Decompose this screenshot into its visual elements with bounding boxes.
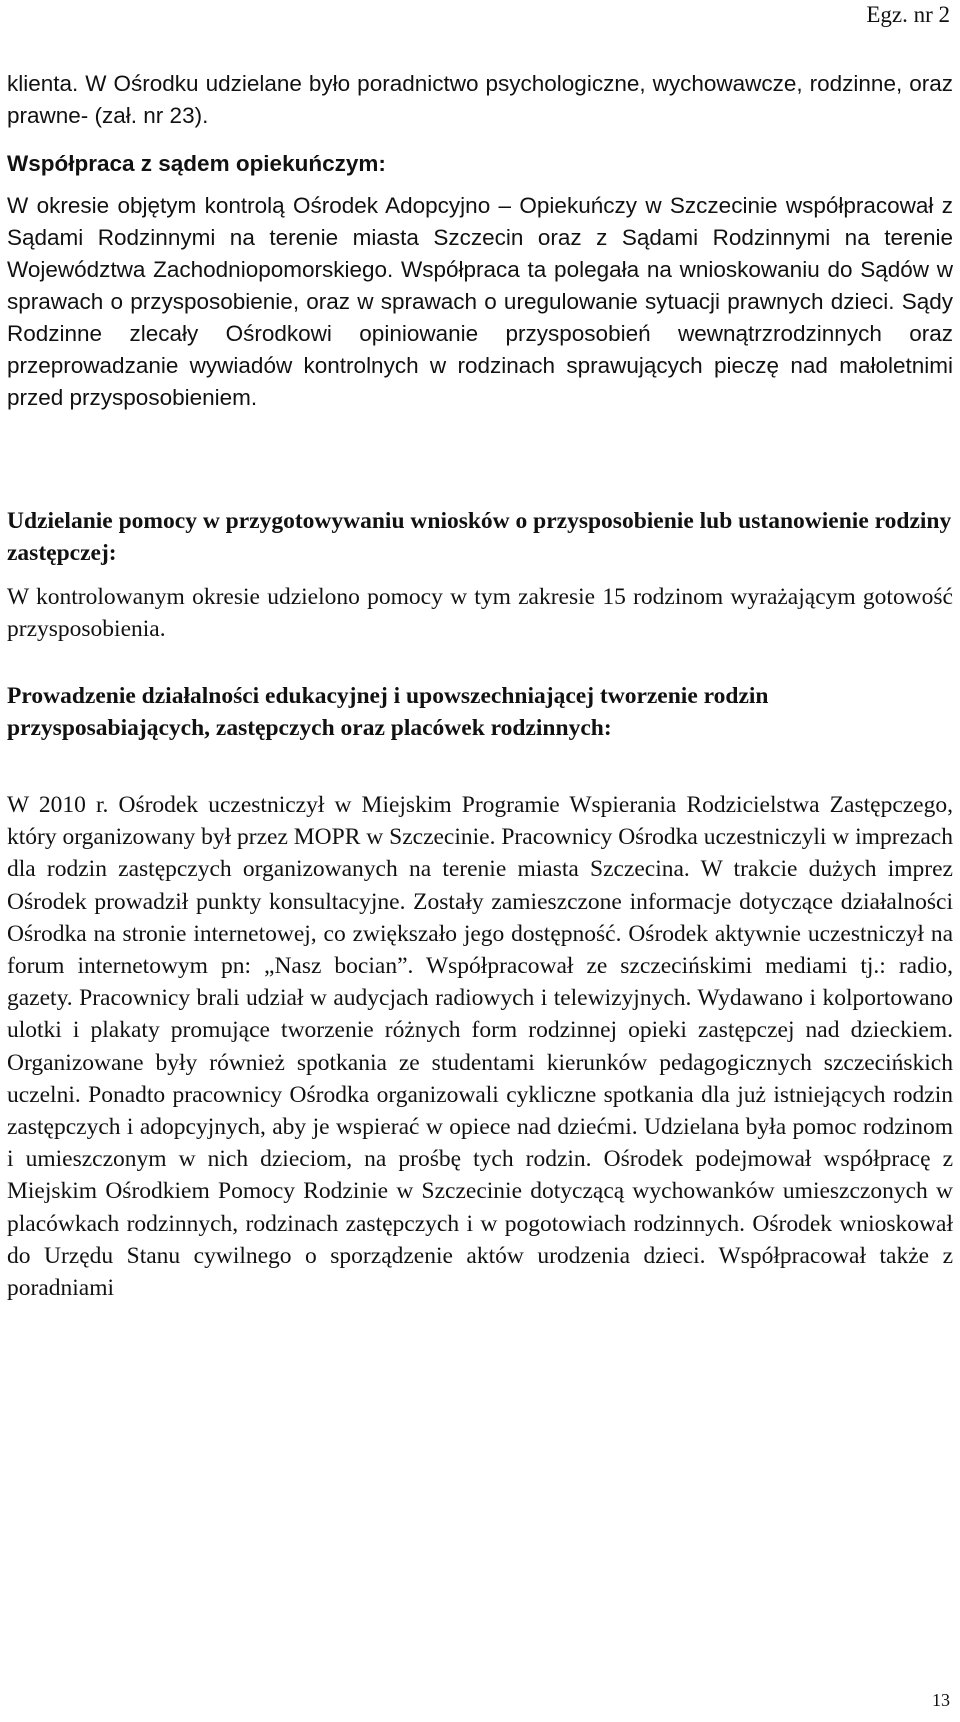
section-heading-applications: Udzielanie pomocy w przygotowywaniu wniosków o przysposobienie lub ustanowienie rodziny zastępczej: (7, 508, 952, 566)
copy-number-label: Egz. nr 2 (866, 2, 950, 27)
section-heading-court: Współpraca z sądem opiekuńczym: (7, 151, 386, 176)
continuation-paragraph: klienta. W Ośrodku udzielane było poradnictwo psychologiczne, wychowawcze, rodzinne, oraz prawne- (zał. nr 23). (7, 71, 953, 128)
applications-paragraph: W kontrolowanym okresie udzielono pomocy w tym zakresie 15 rodzinom wyrażającym gotowość przysposobienia. (7, 584, 953, 643)
court-cooperation-paragraph: W okresie objętym kontrolą Ośrodek Adopcyjno – Opiekuńczy w Szczecinie współpracował z Sądami Rodzinnymi na terenie miasta Szczecin oraz z Sądami Rodzinnymi na terenie Województwa Zachodniopomorskiego. Współpraca ta polegała na wnioskowaniu do Sądów w sprawach o przysposobienie, oraz w sprawach o uregulowanie sytuacji prawnych dzieci. Sądy Rodzinne zlecały Ośrodkowi opiniowanie przysposobień wewnątrzrodzinnych oraz przeprowadzanie wywiadów kontrolnych w rodzinach sprawujących pieczę nad małoletnimi przed przysposobieniem. (7, 193, 953, 410)
page-number: 13 (932, 1690, 950, 1710)
education-paragraph: W 2010 r. Ośrodek uczestniczył w Miejskim Programie Wspierania Rodzicielstwa Zastępczego, który organizowany był przez MOPR w Szczecinie. Pracownicy Ośrodka uczestniczyli w imprezach dla rodzin zastępczych organizowanych na terenie miasta Szczecina. W trakcie dużych imprez Ośrodek prowadził punkty konsultacyjne. Zostały zamieszczone informacje dotyczące działalności Ośrodka na stronie internetowej, co zwiększało jego dostępność. Ośrodek aktywnie uczestniczył na forum internetowym pn: „Nasz bocian”. Współpracował ze szczecińskimi mediami tj.: radio, gazety. Pracownicy brali udział w audycjach radiowych i telewizyjnych. Wydawano i kolportowano ulotki i plakaty promujące tworzenie różnych form rodzinnej opieki zastępczej nad dzieckiem. Organizowane były również spotkania ze studentami kierunków pedagogicznych szczecińskich uczelni. Ponadto pracownicy Ośrodka organizowali cykliczne spotkania dla już istniejących rodzin zastępczych i adopcyjnych, aby je wspierać w opiece nad dziećmi. Udzielana była pomoc rodzinom i umieszczonym w nich dzieciom, na prośbę tych rodzin. Ośrodek podejmował współpracę z Miejskim Ośrodkiem Pomocy Rodzinie w Szczecinie dotyczącą wychowanków umieszczonych w placówkach rodzinnych, rodzinach zastępczych i w pogotowiach rodzinnych. Ośrodek wnioskował do Urzędu Stanu cywilnego o sporządzenie aktów urodzenia dzieci. Współpracował także z poradniami (7, 792, 953, 1302)
section-heading-education: Prowadzenie działalności edukacyjnej i upowszechniającej tworzenie rodzin przysposabiających, zastępczych oraz placówek rodzinnych: (7, 683, 769, 741)
